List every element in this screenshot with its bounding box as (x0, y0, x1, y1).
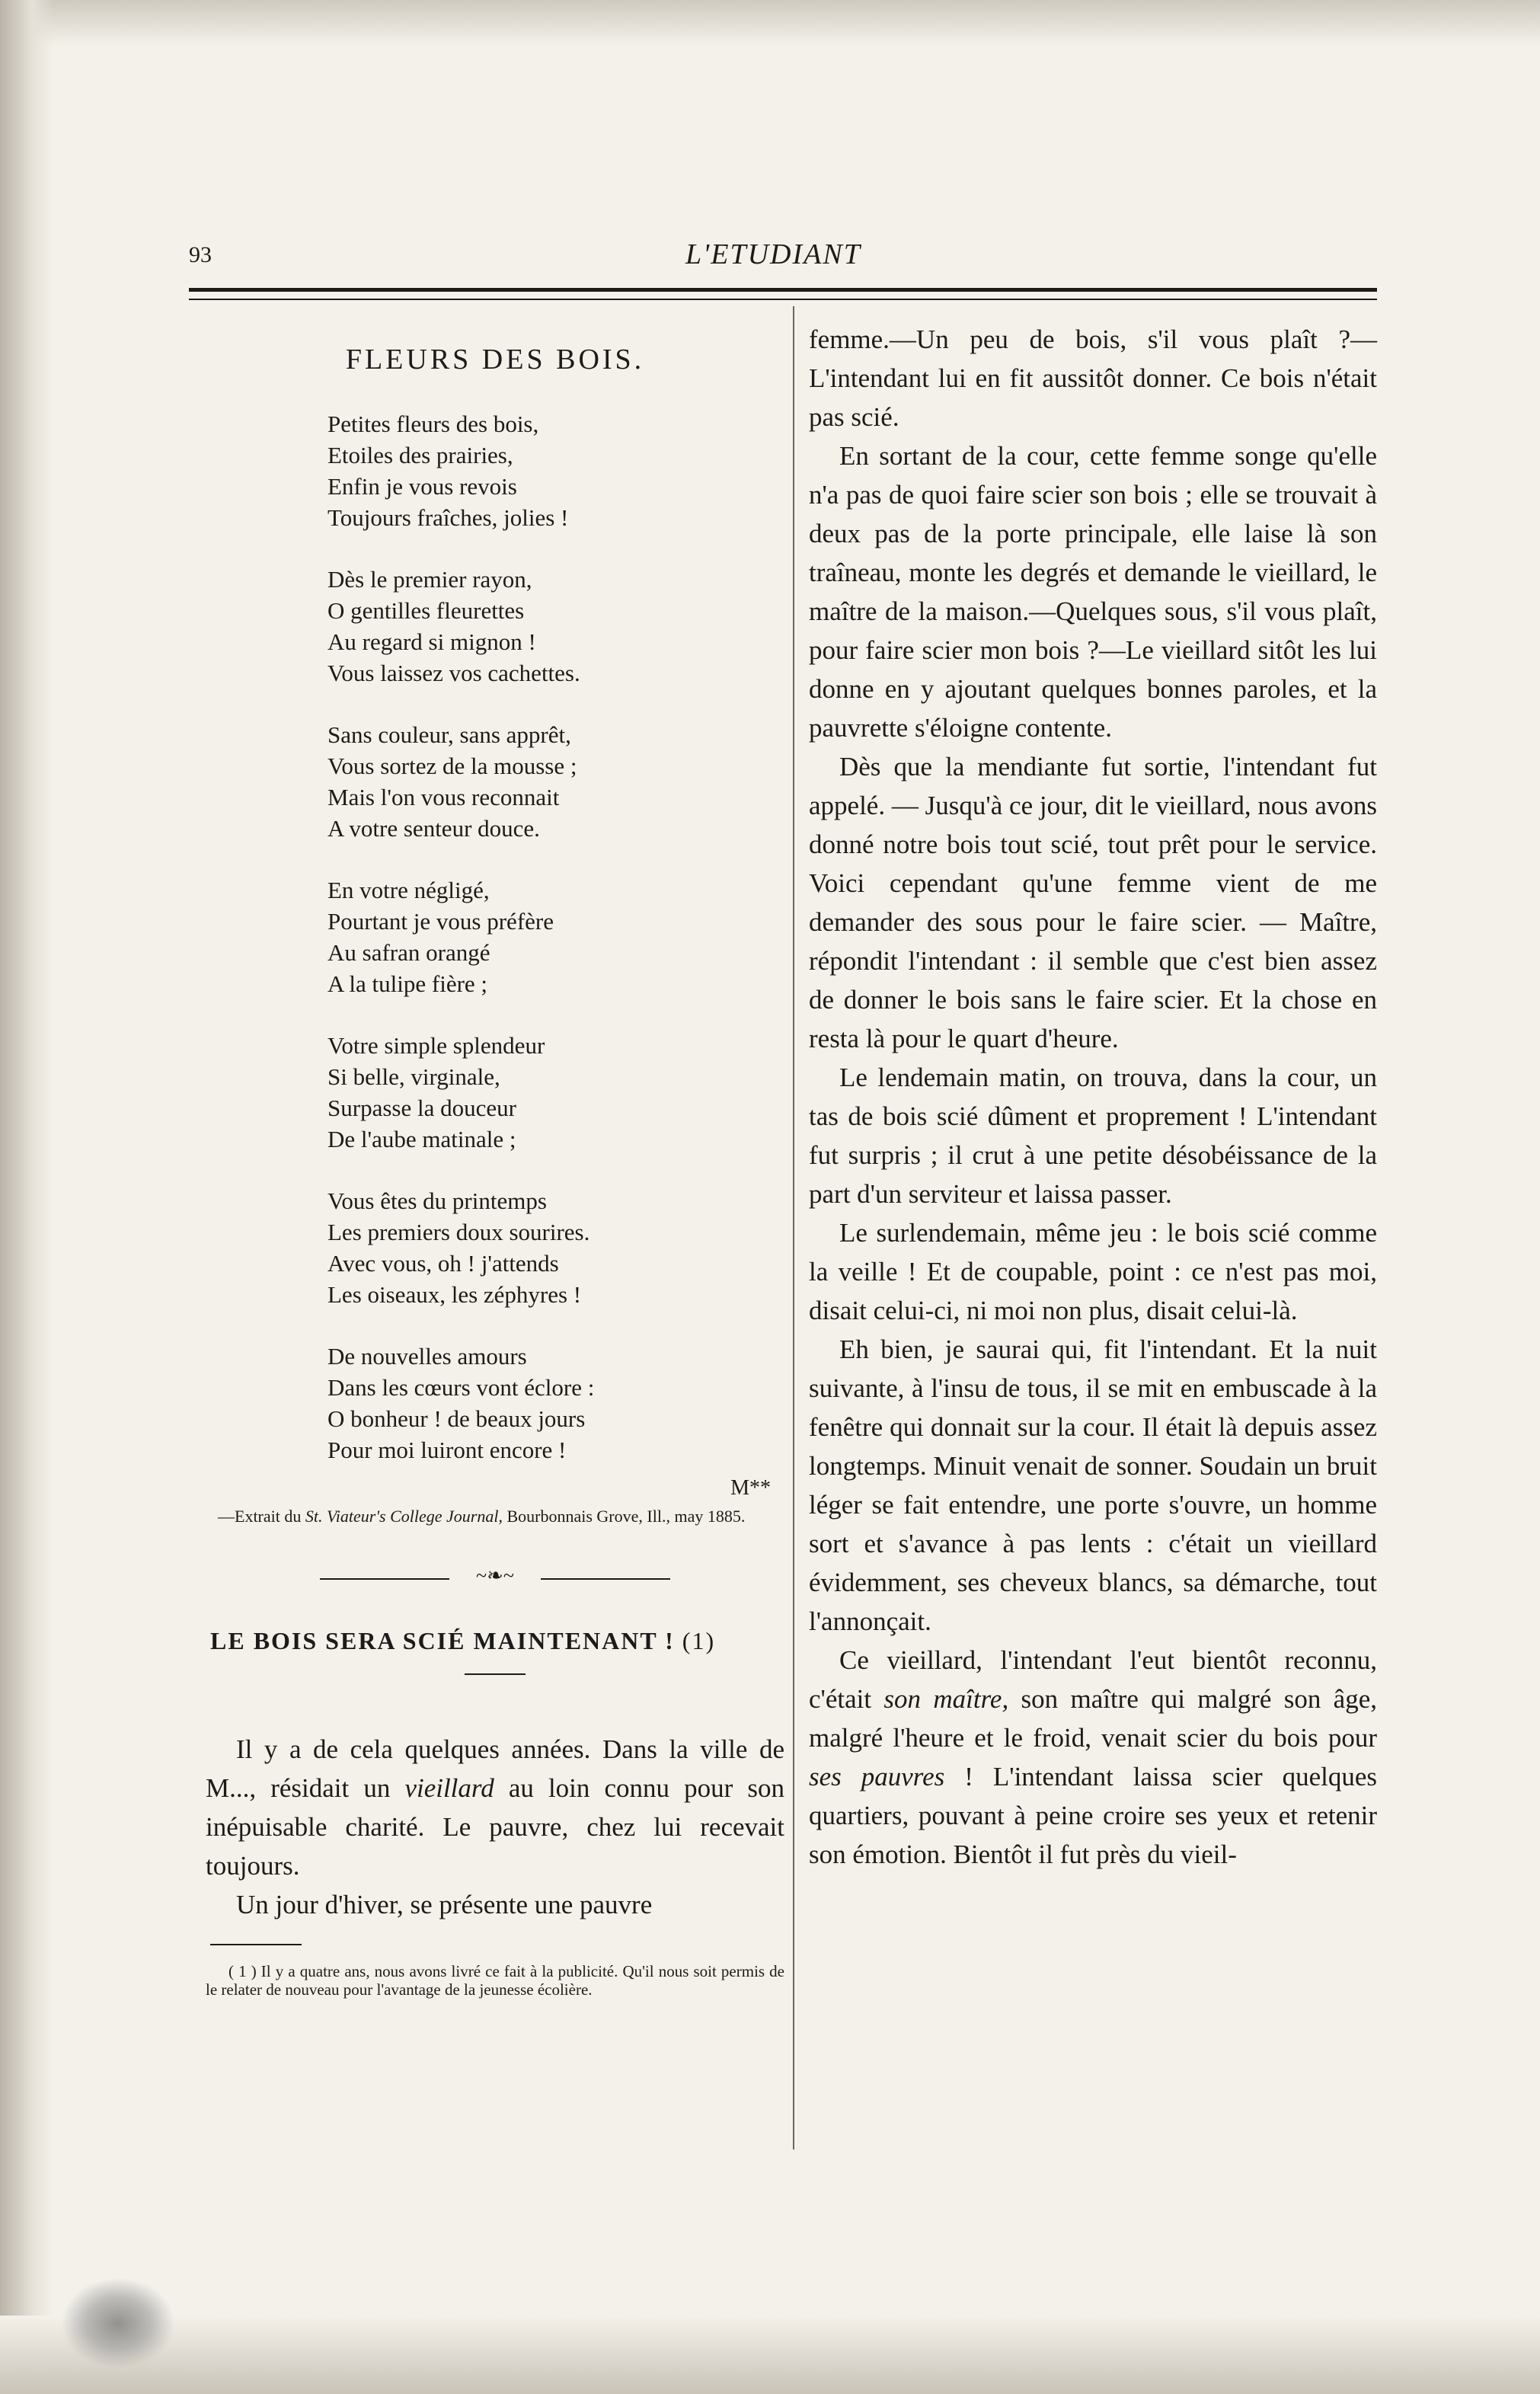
poem-verse: Vous êtes du printemps (327, 1187, 547, 1214)
poem-verse: Votre simple splendeur (327, 1032, 545, 1059)
poem-verse: Au safran orangé (327, 939, 490, 966)
paragraph-text: Eh bien, je saurai qui, fit l'intendant. Et la nuit suivante, à l'insu de tous, il se mit en embuscade à la fenêtre qui donnait sur la cour. Il était là depuis assez longtemps. Minuit venait de sonner. Soudain un bruit léger se fait entendre, une porte s'ouvre, un homme sort et s'avance à pas lents : c'était un vieillard évidemment, ses cheveux blancs, sa démarche, tout l'annonçait. (809, 1334, 1377, 1636)
title-rule (465, 1673, 526, 1675)
poem-verse: O gentilles fleurettes (327, 597, 525, 624)
poem-verse: Dans les cœurs vont éclore : (327, 1374, 595, 1401)
article-paragraph (809, 436, 1377, 747)
paragraph-text: Le surlendemain, même jeu : le bois scié comme la veille ! Et de coupable, point : ce n'est pas moi, disait celui-ci, ni moi non plus, disait celui-là. (809, 1218, 1377, 1325)
article-title-text: LE BOIS SERA SCIÉ MAINTENANT ! (210, 1627, 675, 1654)
poem-signature: M** (730, 1476, 771, 1500)
article-paragraph (206, 1885, 784, 1924)
paragraph-text: En sortant de la cour, cette femme songe qu'elle n'a pas de quoi faire scier son bois ; elle se trouvait à deux pas de la porte principale, elle laise là son traîneau, monte les degrés et demande le vieillard, le maître de la maison.—Quelques sous, s'il vous plaît, pour faire scier mon bois ?—Le vieillard sitôt les lui donne en y ajoutant quelques bonnes paroles, et la pauvrette s'éloigne contente. (809, 441, 1377, 743)
right-column (809, 320, 1377, 1874)
poem-stanza (327, 719, 784, 844)
article-paragraph (809, 1213, 1377, 1330)
poem-verse: Pourtant je vous préfère (327, 908, 554, 935)
poem-verse: Mais l'on vous reconnait (327, 784, 560, 810)
article-paragraph (206, 1730, 784, 1885)
footnote-marker: (1) (682, 1627, 716, 1654)
poem-verse: A votre senteur douce. (327, 815, 540, 842)
poem-verse: Petites fleurs des bois, (327, 411, 539, 437)
article-paragraph (809, 1330, 1377, 1641)
paragraph-text: Dès que la mendiante fut sortie, l'intendant fut appelé. — Jusqu'à ce jour, dit le vieillard, nous avons donné notre bois tout scié, tout prêt pour le service. Voici cependant qu'une femme vient de me demander des sous pour le faire scier. — Maître, répondit l'intendant : il semble que c'est bien assez de donner le bois sans le faire scier. Et la chose en resta là pour le quart d'heure. (809, 752, 1377, 1053)
article-paragraph (809, 747, 1377, 1058)
poem-body (206, 408, 784, 1465)
poem-verse: Toujours fraîches, jolies ! (327, 504, 569, 531)
poem-verse: Etoiles des prairies, (327, 442, 513, 468)
poem-stanza (327, 1341, 784, 1465)
ink-blot (61, 2277, 175, 2369)
poem-verse: De l'aube matinale ; (327, 1126, 516, 1152)
article-paragraph (809, 320, 1377, 436)
poem-verse: A la tulipe fière ; (327, 970, 488, 997)
poem-verse: O bonheur ! de beaux jours (327, 1405, 586, 1432)
poem-verse: Si belle, virginale, (327, 1063, 500, 1090)
page-number: 93 (189, 242, 212, 267)
paragraph-text: Il y a de cela quelques années. Dans la ville de M..., résidait un (206, 1734, 784, 1803)
footnote: ( 1 ) Il y a quatre ans, nous avons livré ce fait à la publicité. Qu'il nous soit permis de le relater de nouveau pour l'avantage de la jeunesse écolière. (206, 1962, 784, 1999)
paragraph-text: ! L'intendant laissa scier quelques quartiers, pouvant à peine croire ses yeux et retenir son émotion. Bientôt il fut près du vieil- (809, 1762, 1378, 1869)
article-body-left (206, 1730, 784, 1924)
poem-verse: Sans couleur, sans apprêt, (327, 721, 571, 748)
footnote-rule (210, 1944, 302, 1945)
poem-stanza (327, 1185, 784, 1310)
poem-verse: Pour moi luiront encore ! (327, 1437, 567, 1463)
article-title (210, 1627, 784, 1655)
paragraph-text: Le lendemain matin, on trouva, dans la cour, un tas de bois scié dûment et proprement ! L'intendant fut surpris ; il crut à une petite désobéissance de la part d'un serviteur et laissa passer. (809, 1063, 1377, 1209)
ornament-glyph: ~❧~ (449, 1565, 541, 1587)
poem-title: FLEURS DES BOIS. (345, 344, 645, 376)
paragraph-text: son maître qui malgré son âge, malgré l'heure et le froid, venait scier du bois pour (809, 1684, 1378, 1753)
poem-verse: Les premiers doux sourires. (327, 1219, 590, 1245)
paragraph-text: Ce vieillard, l'intendant l'eut bientôt reconnu, c'était (809, 1645, 1377, 1714)
poem-source (218, 1507, 784, 1526)
article-paragraph (809, 1058, 1377, 1213)
paragraph-text: femme.—Un peu de bois, s'il vous plaît ?—L'intendant lui en fit aussitôt donner. Ce bois n'était pas scié. (809, 324, 1377, 432)
poem-verse: Les oiseaux, les zéphyres ! (327, 1281, 582, 1308)
italic-text: son maître, (883, 1684, 1009, 1714)
source-suffix: , Bourbonnais Grove, Ill., may 1885. (498, 1507, 746, 1526)
paragraph-text: au loin connu pour son inépuisable charité. Le pauvre, chez lui recevait toujours. (206, 1773, 785, 1881)
poem-stanza (327, 874, 784, 999)
column-divider (793, 306, 794, 2149)
header-rule-thick (189, 288, 1377, 292)
poem-verse: Enfin je vous revois (327, 473, 517, 500)
source-journal: St. Viateur's College Journal (305, 1507, 499, 1526)
scan-edge-left (0, 0, 53, 2394)
header-rule-thin (189, 299, 1377, 300)
italic-text: vieillard (404, 1773, 494, 1803)
poem-verse: Dès le premier rayon, (327, 566, 532, 593)
article-body-right (809, 320, 1377, 1874)
article-paragraph (809, 1641, 1377, 1874)
poem-verse: Avec vous, oh ! j'attends (327, 1250, 559, 1277)
poem-verse: En votre négligé, (327, 877, 490, 903)
poem-verse: Surpasse la douceur (327, 1095, 516, 1121)
poem-verse: Vous laissez vos cachettes. (327, 660, 580, 686)
poem-stanza (327, 564, 784, 689)
poem-verse: Au regard si mignon ! (327, 628, 536, 655)
italic-text: ses pauvres (809, 1762, 945, 1792)
poem-stanza (327, 1030, 784, 1155)
poem-verse: De nouvelles amours (327, 1343, 527, 1370)
left-column (206, 328, 784, 1999)
source-prefix: —Extrait du (218, 1507, 305, 1526)
paragraph-text: Un jour d'hiver, se présente une pauvre (236, 1890, 653, 1919)
scan-edge-top (0, 0, 1540, 46)
scan-edge-bottom (0, 2316, 1540, 2394)
poem-verse: Vous sortez de la mousse ; (327, 753, 577, 779)
running-head: L'ETUDIANT (685, 238, 861, 270)
section-ornament (320, 1565, 670, 1587)
poem-stanza (327, 408, 784, 533)
